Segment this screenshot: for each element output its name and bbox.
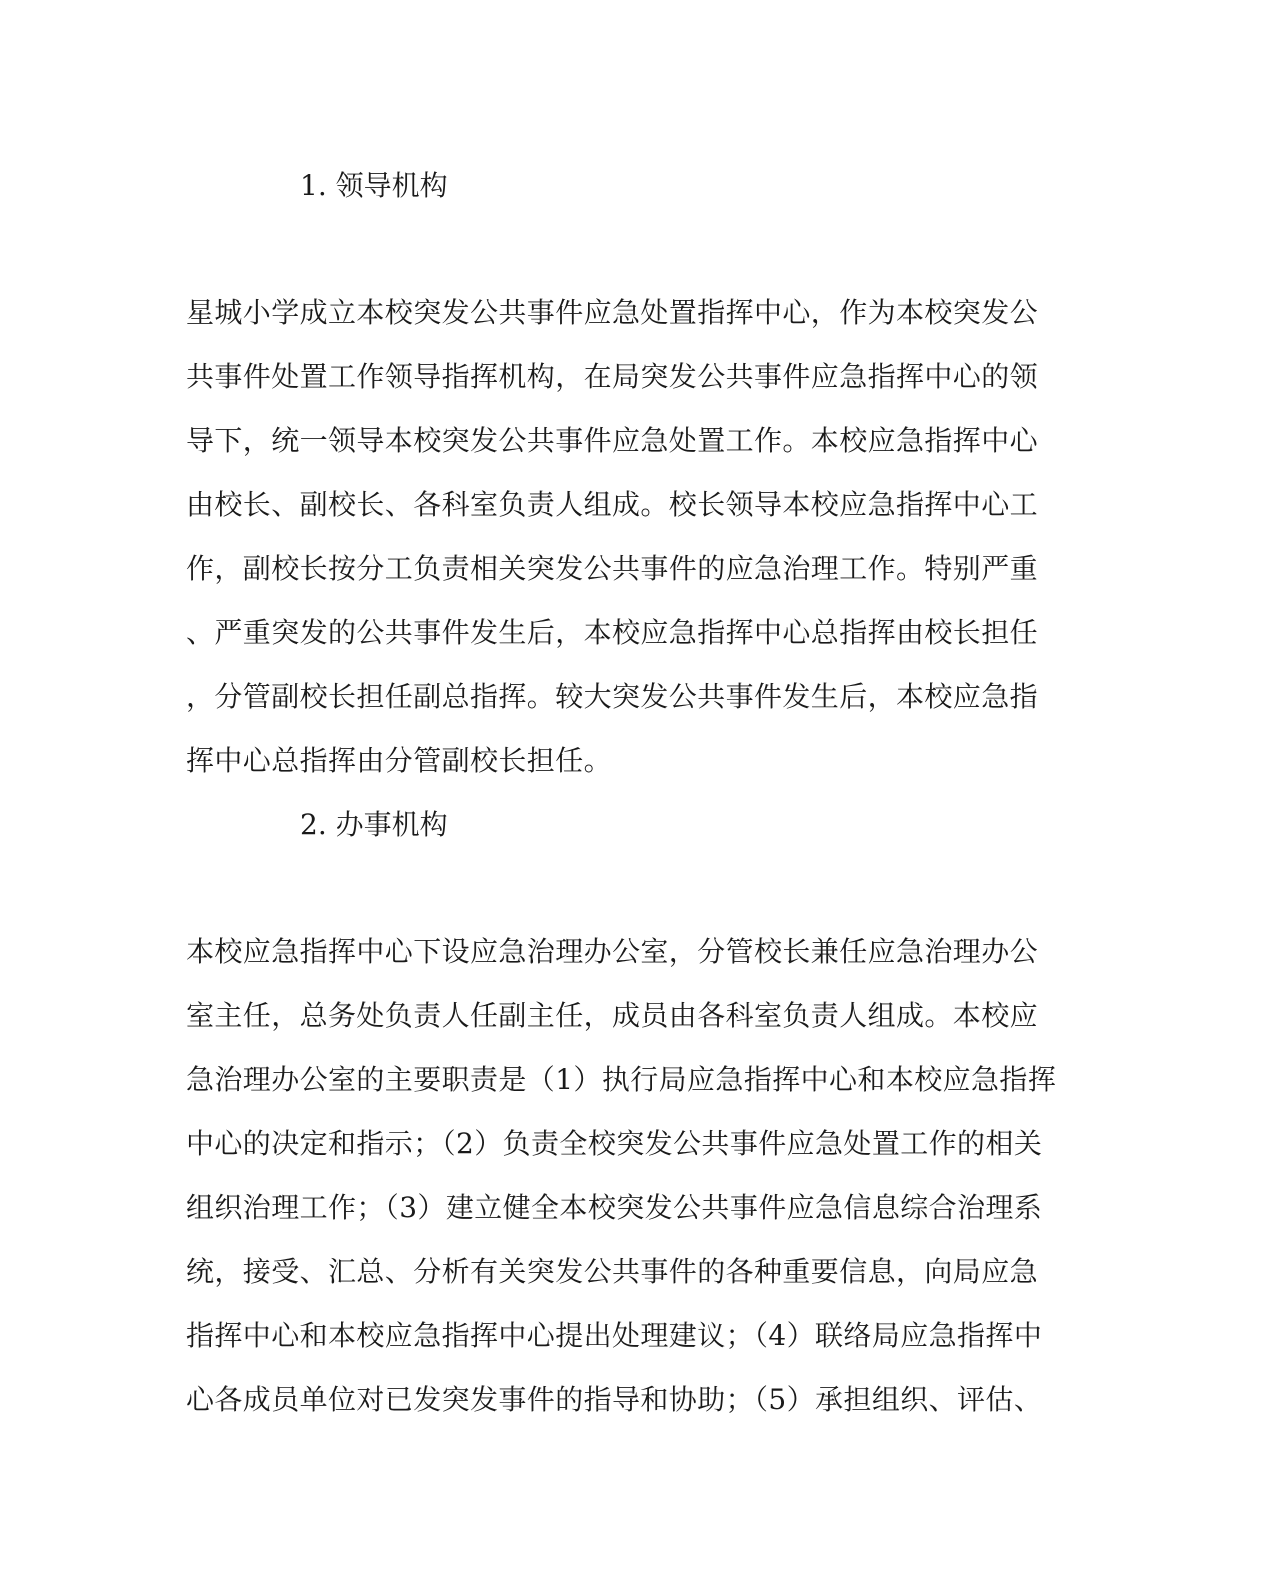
paragraph-line: 组织治理工作；（3）建立健全本校突发公共事件应急信息综合治理系 — [186, 1191, 1043, 1224]
section-heading-office: 2. 办事机构 — [300, 808, 448, 841]
paragraph-line: 中心的决定和指示；（2）负责全校突发公共事件应急处置工作的相关 — [186, 1127, 1043, 1160]
paragraph-line: 导下，统一领导本校突发公共事件应急处置工作。本校应急指挥中心 — [186, 424, 1039, 457]
paragraph-line: 挥中心总指挥由分管副校长担任。 — [186, 744, 613, 777]
paragraph-line: 本校应急指挥中心下设应急治理办公室，分管校长兼任应急治理办公 — [186, 935, 1039, 968]
paragraph-line: 作，副校长按分工负责相关突发公共事件的应急治理工作。特别严重 — [186, 552, 1039, 585]
paragraph-line: 室主任，总务处负责人任副主任，成员由各科室负责人组成。本校应 — [186, 999, 1039, 1032]
paragraph-line: 指挥中心和本校应急指挥中心提出处理建议；（4）联络局应急指挥中 — [186, 1319, 1043, 1352]
paragraph-line: 共事件处置工作领导指挥机构，在局突发公共事件应急指挥中心的领 — [186, 360, 1039, 393]
paragraph-line: 心各成员单位对已发突发事件的指导和协助；（5）承担组织、评估、 — [186, 1383, 1043, 1416]
paragraph-line: 急治理办公室的主要职责是（1）执行局应急指挥中心和本校应急指挥 — [186, 1063, 1057, 1096]
paragraph-line: 统，接受、汇总、分析有关突发公共事件的各种重要信息，向局应急 — [186, 1255, 1039, 1288]
paragraph-line: 星城小学成立本校突发公共事件应急处置指挥中心，作为本校突发公 — [186, 296, 1039, 329]
paragraph-line: ，分管副校长担任副总指挥。较大突发公共事件发生后，本校应急指 — [186, 680, 1039, 713]
paragraph-line: 、严重突发的公共事件发生后，本校应急指挥中心总指挥由校长担任 — [186, 616, 1039, 649]
paragraph-line: 由校长、副校长、各科室负责人组成。校长领导本校应急指挥中心工 — [186, 488, 1039, 521]
section-heading-leadership: 1. 领导机构 — [300, 169, 448, 202]
